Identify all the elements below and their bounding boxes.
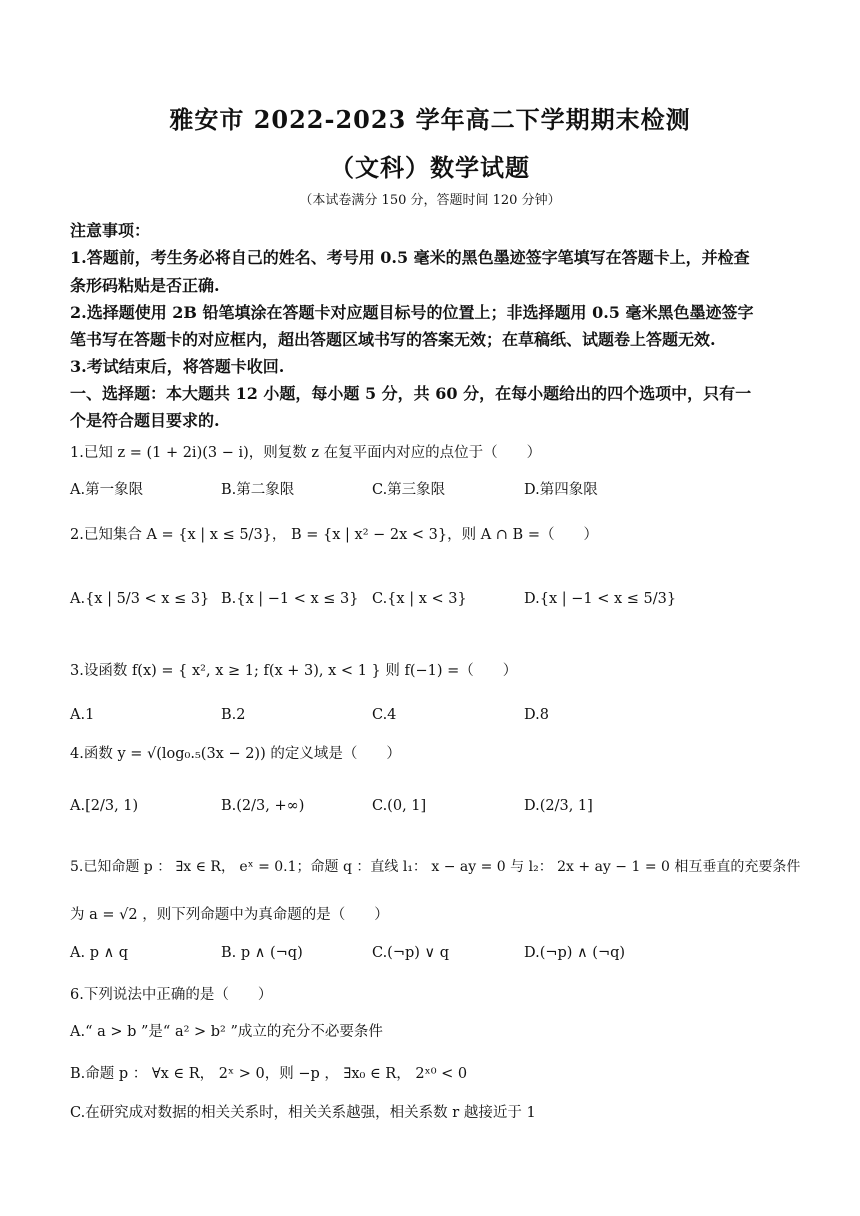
question-4-stem: 4.函数 y = √(log₀.₅(3x − 2)) 的定义域是（ ） <box>70 746 401 762</box>
question-5-stem-line-1: 5.已知命题 p ： ∃x ∈ R， eˣ = 0.1；命题 q ：直线 l₁： x − ay = 0 与 l₂： 2x + ay − 1 = 0 相互垂直的充要条件 <box>70 859 801 875</box>
note-1-line-2: 条形码粘贴是否正确. <box>70 276 220 295</box>
question-2-option-d: D.{x | −1 < x ≤ 5/3} <box>524 591 677 607</box>
question-4-option-b: B.(2/3, +∞) <box>221 798 305 814</box>
exam-subtitle: （本试卷满分 150 分，答题时间 120 分钟） <box>299 193 561 208</box>
notes-heading: 注意事项： <box>70 221 151 240</box>
question-6-option-a: A.“ a > b ”是“ a² > b² ”成立的充分不必要条件 <box>70 1024 383 1040</box>
question-1-option-a: A.第一象限 <box>70 482 144 498</box>
question-6-stem: 6.下列说法中正确的是（ ） <box>70 987 273 1003</box>
question-2-option-a: A.{x | 5/3 < x ≤ 3} <box>70 591 210 607</box>
question-1-option-b: B.第二象限 <box>221 482 295 498</box>
question-6-option-c: C.在研究成对数据的相关关系时，相关关系越强，相关系数 r 越接近于 1 <box>70 1105 536 1121</box>
note-2-line-1: 2.选择题使用 2B 铅笔填涂在答题卡对应题目标号的位置上；非选择题用 0.5 毫米黑色墨迹签字 <box>70 303 754 322</box>
question-6-option-b: B.命题 p ： ∀x ∈ R， 2ˣ > 0，则 −p ， ∃x₀ ∈ R， 2ˣ⁰ < 0 <box>70 1066 468 1082</box>
question-5-stem-line-2: 为 a = √2 ，则下列命题中为真命题的是（ ） <box>70 907 389 923</box>
note-2-line-2: 笔书写在答题卡的对应框内，超出答题区域书写的答案无效；在草稿纸、试题卷上答题无效. <box>70 330 716 349</box>
question-1-option-c: C.第三象限 <box>372 482 446 498</box>
question-5-option-a: A. p ∧ q <box>70 945 129 961</box>
question-3-option-a: A.1 <box>70 707 95 723</box>
question-5-option-c: C.(¬p) ∨ q <box>372 945 450 961</box>
question-3-option-b: B.2 <box>221 707 246 723</box>
question-2-option-b: B.{x | −1 < x ≤ 3} <box>221 591 359 607</box>
question-2-stem: 2.已知集合 A = {x | x ≤ 5/3}， B = {x | x² − 2x < 3}，则 A ∩ B =（ ） <box>70 527 598 543</box>
note-3: 3.考试结束后，将答题卡收回. <box>70 357 285 376</box>
question-4-option-d: D.(2/3, 1] <box>524 798 593 814</box>
section-heading-line-2: 个是符合题目要求的. <box>70 411 220 430</box>
question-3-option-d: D.8 <box>524 707 549 723</box>
question-3-stem: 3.设函数 f(x) = { x², x ≥ 1; f(x + 3), x < 1 } 则 f(−1) =（ ） <box>70 663 518 679</box>
question-3-option-c: C.4 <box>372 707 397 723</box>
section-heading-line-1: 一、选择题：本大题共 12 小题，每小题 5 分，共 60 分，在每小题给出的四个选项中，只有一 <box>70 384 752 403</box>
question-4-option-a: A.[2/3, 1) <box>70 798 139 814</box>
question-1-stem: 1.已知 z = (1 + 2i)(3 − i)，则复数 z 在复平面内对应的点位于（ ） <box>70 445 542 461</box>
question-4-option-c: C.(0, 1] <box>372 798 427 814</box>
question-5-option-b: B. p ∧ (¬q) <box>221 945 303 961</box>
note-1-line-1: 1.答题前，考生务必将自己的姓名、考号用 0.5 毫米的黑色墨迹签字笔填写在答题卡上，并检查 <box>70 248 750 267</box>
question-2-option-c: C.{x | x < 3} <box>372 591 467 607</box>
question-5-option-d: D.(¬p) ∧ (¬q) <box>524 945 626 961</box>
exam-title: 雅安市 2022-2023 学年高二下学期期末检测 <box>169 105 691 134</box>
question-1-option-d: D.第四象限 <box>524 482 598 498</box>
exam-subject-title: （文科）数学试题 <box>330 153 530 182</box>
